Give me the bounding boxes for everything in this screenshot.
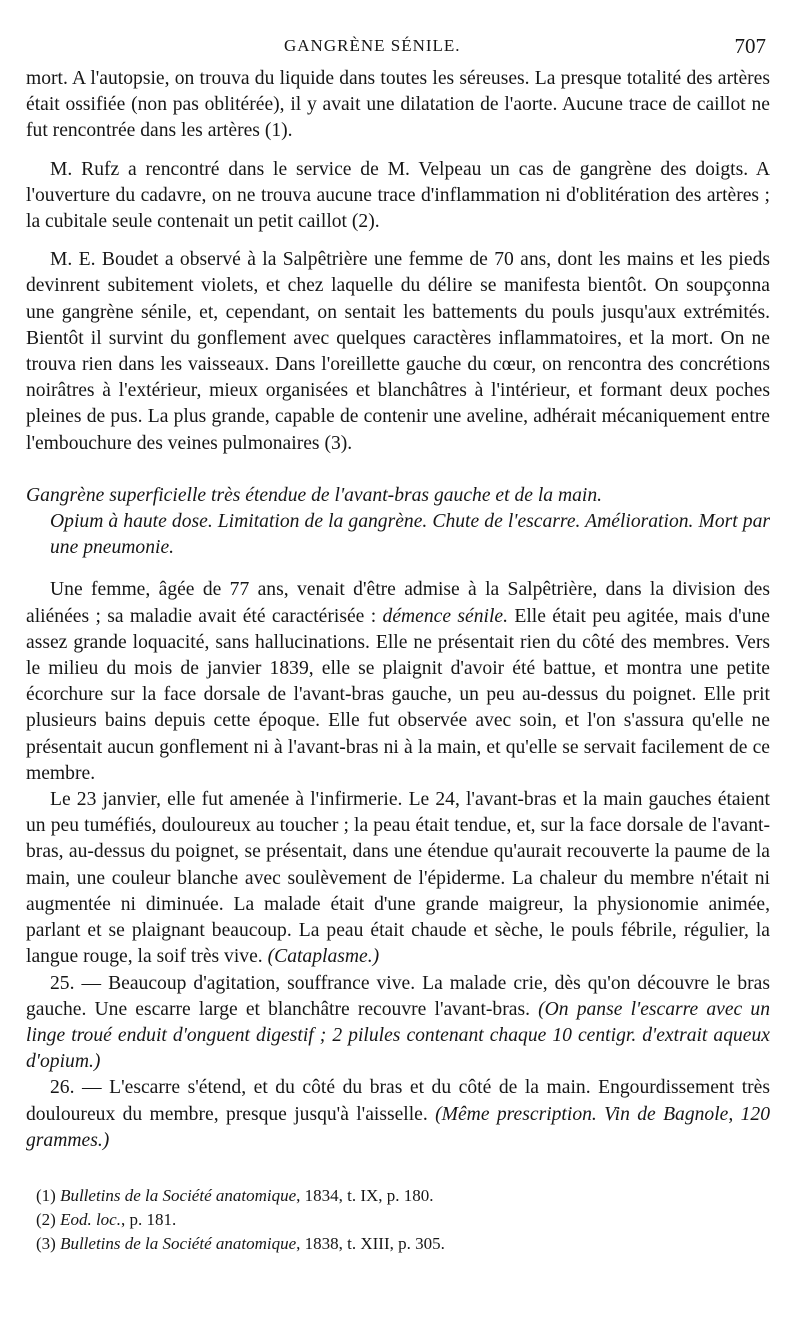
paragraph-day-25	[26, 971, 770, 1076]
footnote-mark: (2)	[36, 1209, 56, 1229]
footnote-source: Eod. loc.	[60, 1209, 121, 1229]
footnote-reference: , 1838, t. XIII, p. 305.	[296, 1233, 445, 1253]
running-title: GANGRÈNE SÉNILE.	[284, 36, 461, 55]
paragraph-boudet-case: M. E. Boudet a observé à la Salpêtrière une femme de 70 ans, dont les mains et les pieds devinrent subitement violets, et chez laquelle du délire se manifesta bientôt. On soupçonna une gangrène sénile, et, cependant, on sentait les battements du pouls jusqu'aux extrémités. Bientôt il survint du gonflement avec quelques caractères inflammatoires, et la mort. On ne trouva rien dans les vaisseaux. Dans l'oreillette gauche du cœur, on rencontra des concrétions noirâtres à l'extérieur, mieux organisées et blanchâtres à l'intérieur, et formant deux poches pleines de pus. La plus grande, capable de contenir une aveline, adhérait mécaniquement entre l'embouchure des veines pulmonaires (3).	[26, 249, 770, 454]
history-text-start: Une femme, âgée de 77 ans, venait d'être admise à la Salpêtrière, dans la division des aliénées ; sa maladie avait été caractérisée :	[26, 579, 770, 627]
paragraph-autopsy-continuation: mort. A l'autopsie, on trouva du liquide dans toutes les séreuses. La presque totalité des artères était ossifiée (non pas oblitérée), il y avait une dilatation de l'aorte. Aucune trace de caillot ne fut rencontrée dans les artères (1).	[26, 68, 770, 142]
footnote-3	[36, 1232, 770, 1256]
case-subtitle-line-1: Gangrène superficielle très étendue de l'avant-bras gauche et de la main.	[26, 484, 603, 506]
footnotes	[26, 1184, 770, 1256]
day26-prescription: (Même prescription. Vin de Bagnole, 120 grammes.)	[26, 1103, 770, 1151]
jan23-text: Le 23 janvier, elle fut amenée à l'infirmerie. Le 24, l'avant-bras et la main gauches étaient un peu tuméfiés, douloureux au toucher ; la peau était tendue, et, sur la face dorsale de l'avant-bras, au-dessus du poignet, se présentait, dans une étendue qu'aurait recouverte la paume de la main, une couleur blanche avec soulèvement de l'épiderme. La chaleur du membre n'était ni augmentée ni diminuée. La malade était d'une grande maigreur, la physionomie animée, parlant et se plaignant beaucoup. La peau était chaude et sèche, le pouls fébrile, régulier, la langue rouge, la soif très vive.	[26, 789, 770, 968]
history-text-end: Elle était peu agitée, mais d'une assez grande loquacité, sans hallucinations. Elle ne présentait rien du côté des membres. Vers le milieu du mois de janvier 1839, elle se plaignit d'avoir été battue, et montra une petite écorchure sur la face dorsale de l'avant-bras gauche, un peu au-dessus du poignet. Elle prit plusieurs bains depuis cette époque. Elle fut observée avec soin, et l'on s'assura qu'elle ne présentait aucun gonflement ni à l'avant-bras ni à la main, et qu'elle se servait facilement de ce membre.	[26, 605, 771, 784]
footnote-reference: , 1834, t. IX, p. 180.	[296, 1185, 434, 1205]
page-header	[26, 30, 770, 66]
paragraph-patient-history	[26, 577, 770, 787]
case-subtitle	[26, 483, 770, 562]
day26-text: 26. — L'escarre s'étend, et du côté du bras et du côté de la main. Engourdissement très douloureux du membre, presque jusqu'à l'aisselle.	[26, 1077, 770, 1125]
footnote-2	[36, 1208, 770, 1232]
footnote-source: Bulletins de la Société anatomique	[60, 1233, 297, 1253]
case-subtitle-line-2: Opium à haute dose. Limitation de la gangrène. Chute de l'escarre. Amélioration. Mort par une pneumonie.	[50, 511, 770, 559]
footnote-1	[36, 1184, 770, 1208]
paragraph-january-23	[26, 787, 770, 970]
paragraph-day-26	[26, 1075, 770, 1154]
page-number: 707	[734, 34, 766, 58]
day25-text: 25. — Beaucoup d'agitation, souffrance vive. La malade crie, dès qu'on découvre le bras gauche. Une escarre large et blanchâtre recouvre l'avant-bras.	[26, 972, 770, 1020]
jan23-prescription: (Cataplasme.)	[267, 946, 380, 968]
footnote-mark: (1)	[36, 1185, 56, 1205]
footnote-reference: , p. 181.	[120, 1209, 177, 1229]
footnote-mark: (3)	[36, 1233, 56, 1253]
footnote-source: Bulletins de la Société anatomique	[60, 1185, 297, 1205]
day25-prescription: (On panse l'escarre avec un linge troué enduit d'onguent digestif ; 2 pilules contenant chaque 10 centigr. d'extrait aqueux d'opium.)	[26, 998, 770, 1073]
paragraph-rufz-case: M. Rufz a rencontré dans le service de M. Velpeau un cas de gangrène des doigts. A l'ouverture du cadavre, on ne trouva aucune trace d'inflammation ni d'oblitération des artères ; la cubitale seule contenait un petit caillot (2).	[26, 158, 770, 233]
diagnosis-italic: démence sénile.	[382, 605, 509, 627]
